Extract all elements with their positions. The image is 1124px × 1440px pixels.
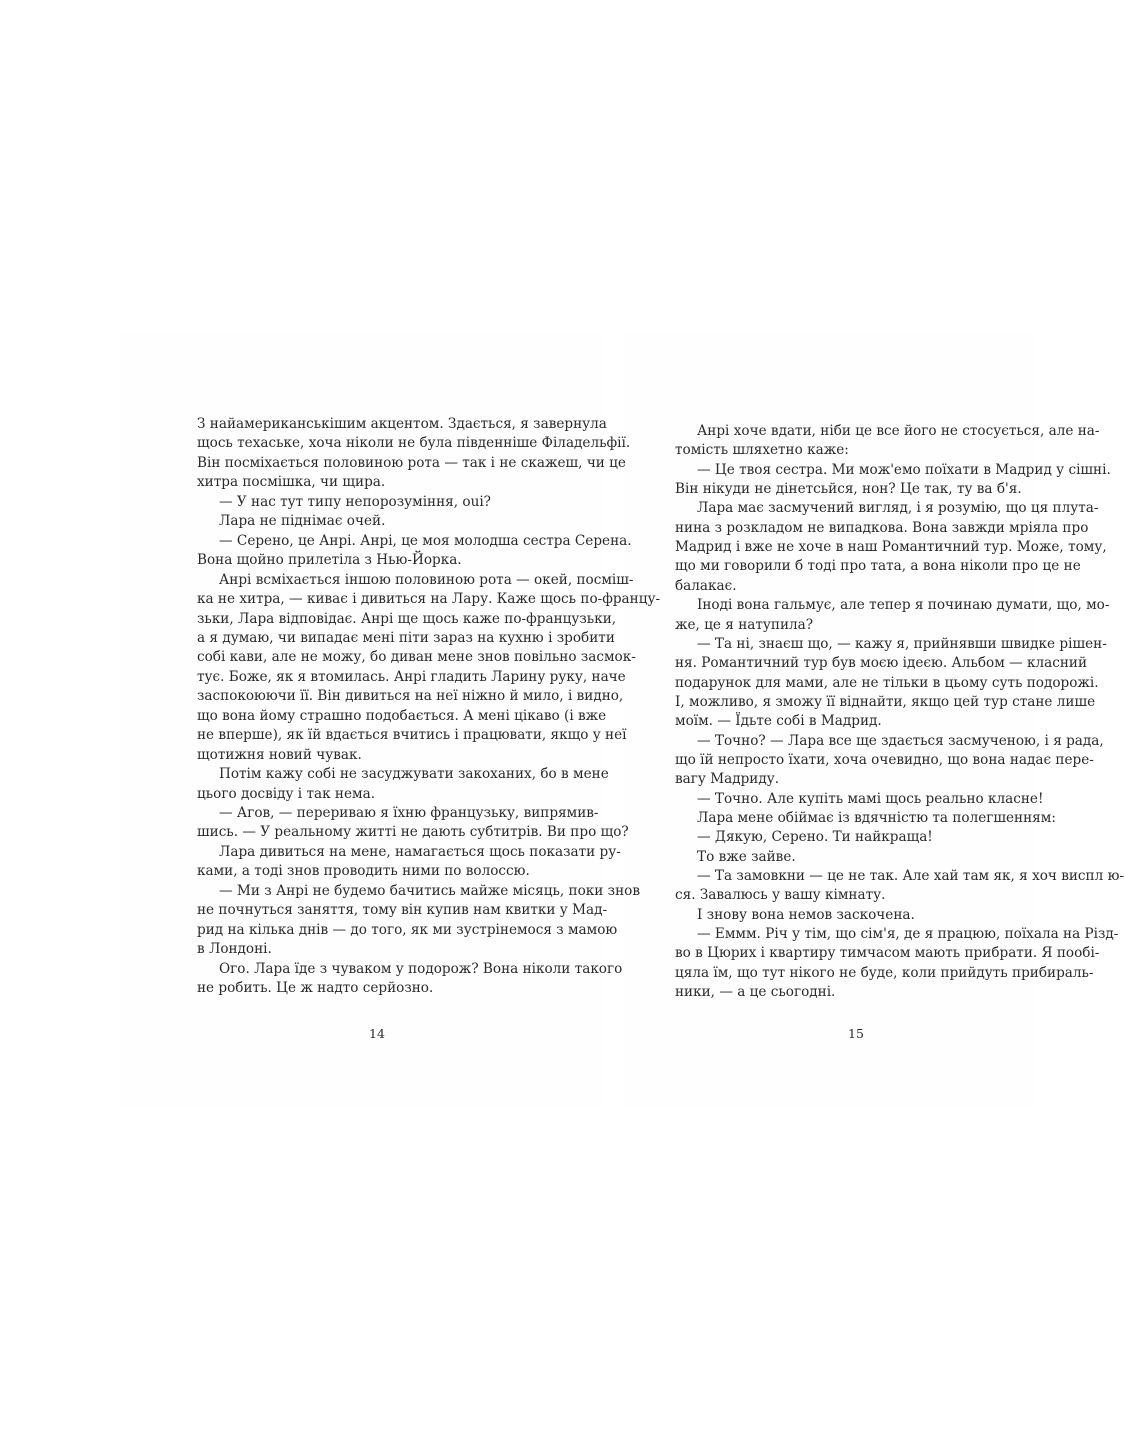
text-line: Лара дивиться на мене, намагається щось показати ру- [219,843,621,860]
text-line: вагу Мадриду. [675,771,780,788]
text-line: а я думаю, чи випадає мені піти зараз на кухню і зробити [197,629,615,646]
text-line: подарунок для мами, але не тільки в цьому суть подорожі. [675,674,1099,691]
text-line: І знову вона немов заскочена. [697,906,915,923]
text-line: же, це я натупила? [675,616,814,633]
text-line: томість шляхетно каже: [675,442,849,459]
text-line: шись. — У реальному житті не дають субтитрів. Ви про що? [197,824,629,841]
text-line: Вона щойно прилетіла з Нью-Йорка. [197,552,462,569]
text-line: Мадрид і вже не хоче в наш Романтичний тур. Може, тому, [675,539,1107,556]
text-line: собі кави, але не можу, бо диван мене знов повільно засмок- [197,649,636,666]
text-line: що їй непросто їхати, хоча очевидно, що вона надає пере- [675,751,1094,768]
text-line: Анрі всміхається іншою половиною рота — окей, посміш- [219,571,634,588]
text-line: зьки, Лара відповідає. Анрі ще щось каже по-французьки, [197,610,617,627]
text-line: — Дякую, Серено. Ти найкраща! [697,829,933,846]
text-line: не почнуться заняття, тому він купив нам квитки у Мад- [197,902,608,919]
text-line: ники, — а це сьогодні. [675,984,836,1001]
text-line: — Точно? — Лара все ще здається засмученою, і я рада, [697,732,1104,749]
text-line: хитра посмішка, чи щира. [197,474,386,491]
text-line: нина з розкладом не випадкова. Вона завжди мріяла про [675,519,1089,536]
text-line: не робить. Це ж надто серйозно. [197,980,434,997]
text-line: Лара мене обіймає із вдячністю та полегшенням: [697,810,1056,826]
text-line: Лара має засмучений вигляд, і я розумію, що ця плута- [697,500,1099,517]
text-line: во в Цюрих і квартиру тимчасом мають прибрати. Я пообі- [675,945,1100,962]
text-line: Він нікуди не дінетсьйся, нон? Це так, ту ва б'я. [675,481,1022,498]
text-line: Лара не піднімає очей. [219,513,386,530]
text-line: — Серено, це Анрі. Анрі, це моя молодша сестра Серена. [219,532,632,549]
text-line: ня. Романтичний тур був моєю ідеєю. Альбом — класний [675,655,1088,672]
text-line: Він посміхається половиною рота — так і не скажеш, чи це [197,454,626,471]
text-line: ками, а тоді знов проводить ними по волоссю. [197,863,530,880]
text-line: — У нас тут типу непорозуміння, oui? [219,493,491,510]
text-line: З найамериканськішим акцентом. Здається, я завернула [197,416,607,432]
text-line: — Та замовкни — це не так. Але хай там як, я хоч виспл ю- [697,868,1124,885]
text-line: цяла їм, що тут нікого не буде, коли прийдуть прибираль- [675,964,1094,981]
text-line: І, можливо, я зможу її віднайти, якщо цей тур стане лише [675,693,1096,710]
text-line: балакає. [675,577,737,594]
text-line: — Та ні, знаєш що, — кажу я, прийнявши швидке рішен- [697,635,1107,652]
text-line: — Це твоя сестра. Ми мож'емо поїхати в Мадрид у сішні. [697,461,1111,478]
text-line: — Еммм. Річ у тім, що сім'я, де я працюю, поїхала на Різд- [697,926,1119,943]
text-line: не вперше), як їй вдається вчитись і працювати, якщо у неї [197,727,627,744]
text-line: рид на кілька днів — до того, як ми зустрінемося з мамою [197,921,618,938]
text-line: що ми говорили б тоді про тата, а вона ніколи про це не [675,558,1081,575]
text-line: моїм. — Їдьте собі в Мадрид. [675,713,882,730]
text-line: Іноді вона гальмує, але тепер я починаю думати, що, мо- [697,597,1110,614]
text-line: — Ми з Анрі не будемо бачитись майже місяць, поки знов [219,882,640,899]
text-line: що вона йому страшно подобається. А мені цікаво (і вже [197,707,607,724]
text-line: — Агов, — перериваю я їхню французьку, випрямив- [219,805,599,821]
page-number-right: 15 [848,1026,864,1041]
text-line: Потім кажу собі не засуджувати закоханих, бо в мене [219,766,609,783]
text-line: ся. Завалюсь у вашу кімнату. [675,887,886,904]
text-line: щось техаське, хоча ніколи не була південніше Філадельфії. [197,435,631,452]
text-line: щотижня новий чувак. [197,746,362,763]
text-line: Ого. Лара їде з чуваком у подорож? Вона ніколи такого [219,960,623,977]
text-line: ка не хитра, — киває і дивиться на Лару. Каже щось по-францу- [197,591,661,608]
text-line: в Лондоні. [197,941,272,958]
text-line: цього досвіду і так нема. [197,785,376,802]
page-number-left: 14 [369,1026,385,1041]
text-line: То вже зайве. [697,848,796,865]
text-line: Анрі хоче вдати, ніби це все його не стосується, але на- [697,423,1100,439]
text-line: — Точно. Але купіть мамі щось реально класне! [697,790,1044,807]
text-line: заспокоюючи її. Він дивиться на неї ніжно й мило, і видно, [197,688,624,705]
text-line: тує. Боже, як я втомилась. Анрі гладить Ларину руку, наче [197,668,626,685]
